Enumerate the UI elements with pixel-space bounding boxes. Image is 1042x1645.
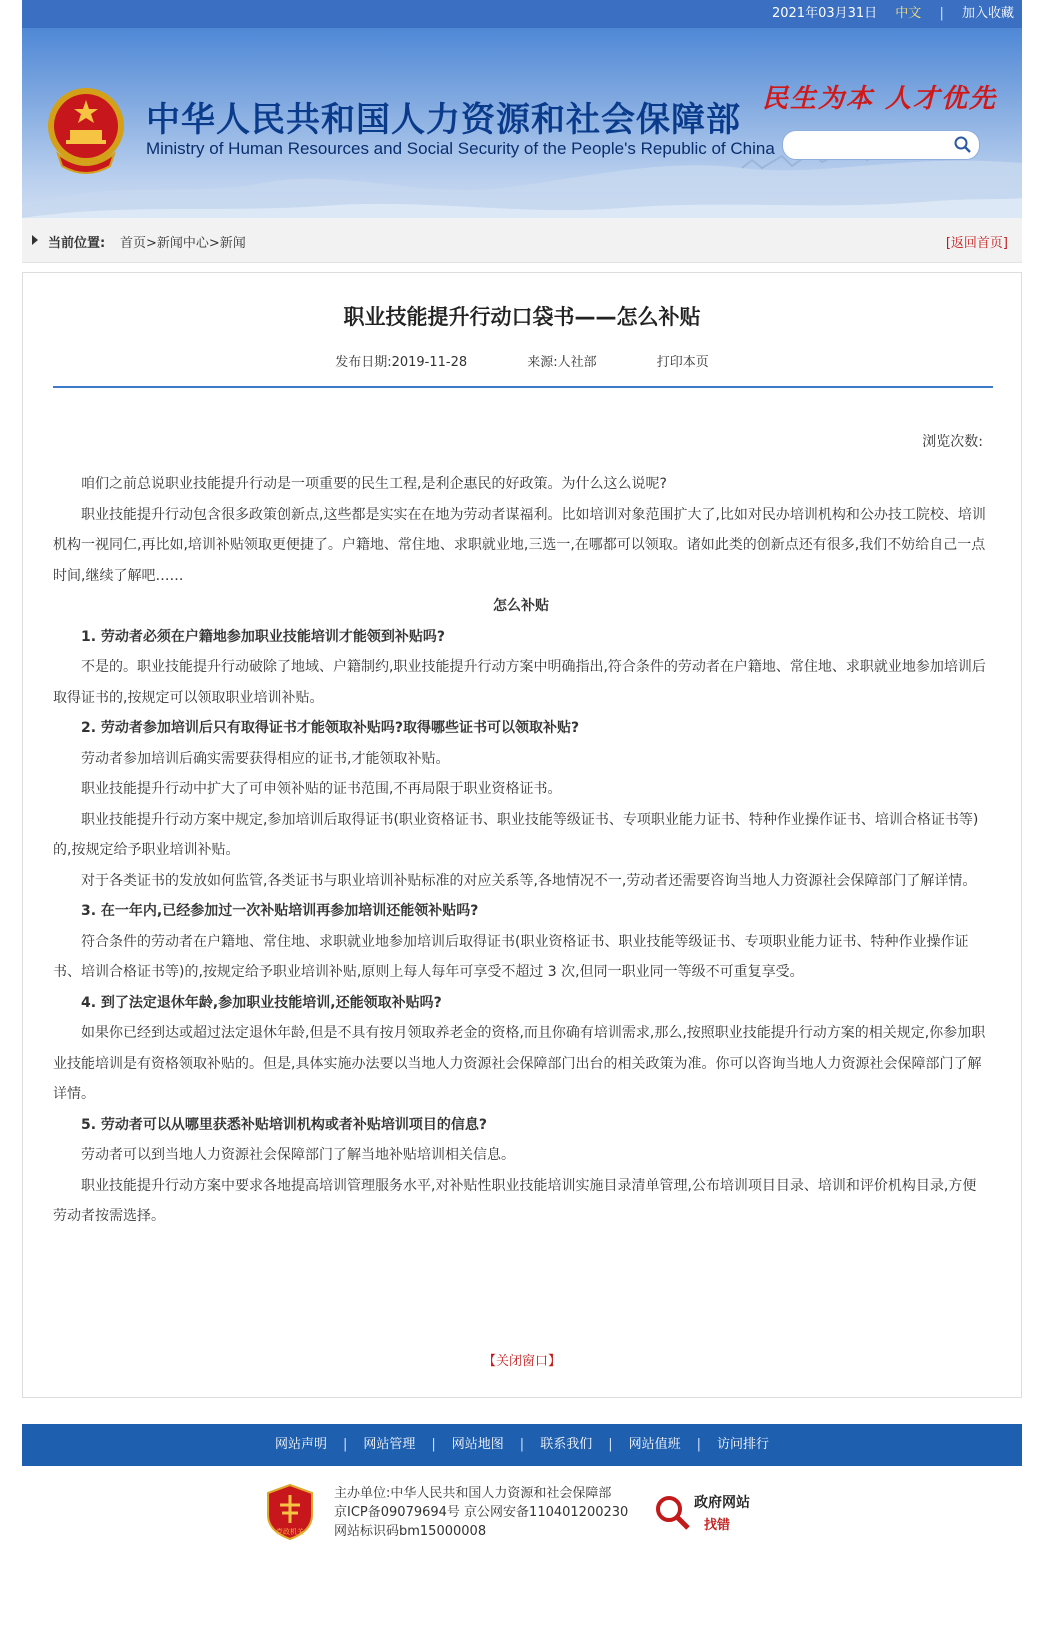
gov-site-label: 政府网站 xyxy=(694,1495,750,1511)
article-paragraph: 不是的。职业技能提升行动破除了地域、户籍制约,职业技能提升行动方案中明确指出,符合条件的劳动者在户籍地、常住地、求职就业地参加培训后取得证书的,按规定可以领取职业培训补贴。 xyxy=(53,659,986,706)
question-heading: 1. 劳动者必须在户籍地参加职业技能培训才能领到补贴吗? xyxy=(81,628,446,645)
article-paragraph: 如果你已经到达或超过法定退休年龄,但是不具有按月领取养老金的资格,而且你确有培训需求,那么,按照职业技能提升行动方案的相关规定,你参加职业技能培训是有资格领取补贴的。但是,具体实施办法要以当地人力资源社会保障部门出台的相关政策为准。你可以咨询当地人力资源社会保障部门了解详情。 xyxy=(53,1025,986,1102)
close-window-link[interactable]: 【关闭窗口】 xyxy=(482,1354,561,1369)
ministry-title-cn: 中华人民共和国人力资源和社会保障部 xyxy=(146,100,741,140)
section-heading: 怎么补贴 xyxy=(493,598,549,614)
footer-nav-link[interactable]: 网站值班 xyxy=(628,1437,681,1452)
triangle-right-icon xyxy=(32,235,38,245)
footer-nav-link[interactable]: 网站声明 xyxy=(274,1437,327,1452)
slogan: 民生为本 人才优先 xyxy=(762,84,998,114)
breadcrumb-path[interactable]: 首页>新闻中心>新闻 xyxy=(120,236,246,251)
search-icon[interactable] xyxy=(953,135,973,155)
article-paragraph: 职业技能提升行动中扩大了可申领补贴的证书范围,不再局限于职业资格证书。 xyxy=(81,781,562,797)
breadcrumb-label: 当前位置: xyxy=(48,236,106,251)
article-paragraph: 职业技能提升行动包含很多政策创新点,这些都是实实在在地为劳动者谋福利。比如培训对象范围扩大了,比如对民办培训机构和公办技工院校、培训机构一视同仁,再比如,培训补贴领取更便捷了。户籍地、常住地、求职就业地,三选一,在哪都可以领取。诸如此类的创新点还有很多,我们不妨给自己一点时间,继续了解吧…… xyxy=(53,506,986,584)
footer-nav-link[interactable]: 联系我们 xyxy=(540,1437,593,1452)
article-paragraph: 对于各类证书的发放如何监管,各类证书与职业培训补贴标准的对应关系等,各地情况不一,劳动者还需要咨询当地人力资源社会保障部门了解详情。 xyxy=(81,872,977,889)
print-link[interactable]: 打印本页 xyxy=(656,355,709,370)
national-emblem-icon xyxy=(44,84,128,176)
site-id-text: 网站标识码bm15000008 xyxy=(334,1524,487,1539)
magnifier-icon xyxy=(652,1492,692,1532)
article-paragraph: 劳动者可以到当地人力资源社会保障部门了解当地补贴培训相关信息。 xyxy=(81,1147,515,1163)
article-paragraph: 职业技能提升行动方案中规定,参加培训后取得证书(职业资格证书、职业技能等级证书、专项职业能力证书、特种作业操作证书、培训合格证书等)的,按规定给予职业培训补贴。 xyxy=(53,811,979,858)
article-paragraph: 咱们之前总说职业技能提升行动是一项重要的民生工程,是利企惠民的好政策。为什么这么说呢? xyxy=(81,476,667,492)
question-heading: 2. 劳动者参加培训后只有取得证书才能领取补贴吗?取得哪些证书可以领取补贴? xyxy=(81,720,580,736)
top-bar xyxy=(22,0,1022,28)
article-paragraph: 职业技能提升行动方案中要求各地提高培训管理服务水平,对补贴性职业技能培训实施目录清单管理,公布培训项目目录、培训和评价机构目录,方便劳动者按需选择。 xyxy=(53,1177,977,1224)
article-body xyxy=(53,469,989,1232)
title-divider xyxy=(53,386,993,388)
footer-nav-link[interactable]: 网站管理 xyxy=(363,1437,416,1452)
footer-nav-link[interactable]: 网站地图 xyxy=(451,1437,504,1452)
footer-nav-link[interactable]: 访问排行 xyxy=(717,1437,770,1452)
publish-date: 发布日期:2019-11-28 xyxy=(335,355,468,370)
top-links xyxy=(772,0,1014,28)
footer-nav-separator: | xyxy=(696,1437,701,1452)
icp-text[interactable]: 京ICP备09079694号 京公网安备110401200230 xyxy=(334,1505,629,1520)
find-error-label: 找错 xyxy=(704,1518,731,1533)
current-date: 2021年03月31日 xyxy=(771,6,878,21)
article-paragraph: 劳动者参加培训后确实需要获得相应的证书,才能领取补贴。 xyxy=(81,750,450,767)
site-banner xyxy=(22,28,1022,228)
question-heading: 3. 在一年内,已经参加过一次补贴培训再参加培训还能领补贴吗? xyxy=(81,903,479,919)
breadcrumb xyxy=(22,218,1022,263)
back-home-link[interactable]: [返回首页] xyxy=(945,236,1008,251)
article-paragraph: 符合条件的劳动者在户籍地、常住地、求职就业地参加培训后取得证书(职业资格证书、职业技能等级证书、专项职业能力证书、特种作业操作证书、培训合格证书等)的,按规定给予职业培训补贴,原则上每人每年可享受不超过 3 次,但同一职业同一等级不可重复享受。 xyxy=(53,933,969,980)
footer-nav-separator: | xyxy=(431,1437,436,1452)
view-count: 浏览次数: xyxy=(922,434,983,450)
article-meta xyxy=(23,351,1021,370)
footer-nav-separator: | xyxy=(519,1437,525,1452)
top-separator: | xyxy=(939,6,944,21)
ministry-title-en: Ministry of Human Resources and Social Security of the People's Republic of China xyxy=(146,139,775,158)
article-title: 职业技能提升行动口袋书——怎么补贴 xyxy=(343,305,701,329)
language-link[interactable]: 中文 xyxy=(895,6,922,21)
gov-site-error-report[interactable] xyxy=(652,1488,756,1538)
footer-nav-separator: | xyxy=(342,1437,348,1452)
svg-text:党政机关: 党政机关 xyxy=(276,1528,304,1536)
question-heading: 5. 劳动者可以从哪里获悉补贴培训机构或者补贴培训项目的信息? xyxy=(81,1116,488,1133)
footer-nav-separator: | xyxy=(608,1437,613,1452)
sponsor-text: 主办单位:中华人民共和国人力资源和社会保障部 xyxy=(334,1486,612,1501)
footer-info xyxy=(334,1484,628,1541)
article-container xyxy=(22,272,1022,1398)
article-source: 来源:人社部 xyxy=(527,355,597,370)
search-input[interactable] xyxy=(782,130,980,160)
footer-nav xyxy=(22,1424,1022,1466)
add-favorite-link[interactable]: 加入收藏 xyxy=(961,6,1014,21)
question-heading: 4. 到了法定退休年龄,参加职业技能培训,还能领取补贴吗? xyxy=(81,994,442,1011)
party-government-badge-icon[interactable] xyxy=(264,1483,316,1541)
